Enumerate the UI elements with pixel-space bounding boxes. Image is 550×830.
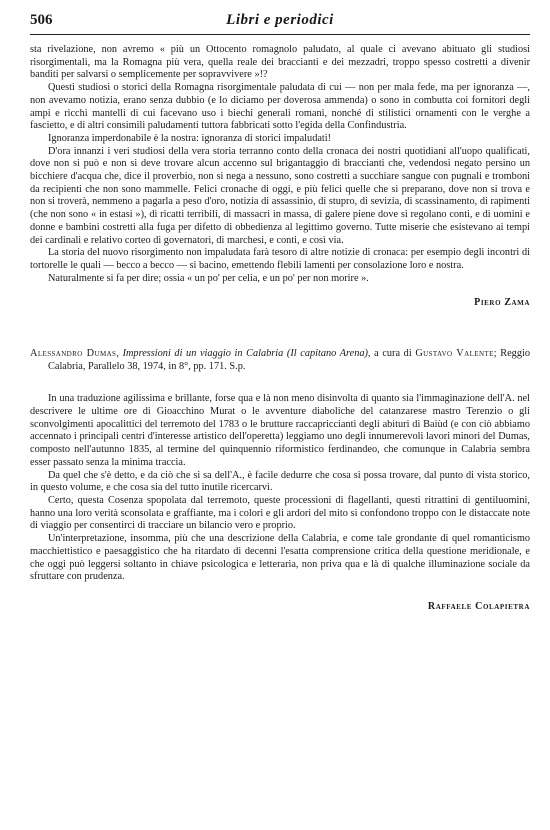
signature-colapietra: Raffaele Colapietra	[427, 600, 530, 612]
paragraph: Da quel che s'è detto, e da ciò che si sa dell'A., è facile dedurre che cosa si possa trovare, dal punto di vista storico, in questo volume, e che cosa sia del tutto inutile ricercarvi.	[30, 469, 530, 494]
paragraph: Ignoranza imperdonabile è la nostra: ignoranza di storici impaludati!	[48, 132, 332, 144]
paragraph: In una traduzione agilissima e brillante, forse qua e là non meno disinvolta di quanto sia l'immaginazione dell'A. nel descrivere le ultime ore di Gioacchino Murat o le avventure diaboliche del catanzarese mastro Terenzio o gli sconvolgimenti apocalittici del terremoto del 1783 o le brutture raccapriccianti degli abituri di Baiùd (e con ciò abbiamo accennato i principali centri d'interesse artistico dell'operetta) leggiamo uno degli innumerevoli lavori minori del Dumas, composto nell'autunno 1835, al termine del quinquennio riformistico ferdinandeo, che comunque in Calabria sembra esser passato senza la minima traccia.	[30, 393, 530, 468]
citation-curator: Gustavo Valente	[415, 348, 494, 360]
running-head	[30, 12, 530, 35]
paragraph: D'ora innanzi i veri studiosi della vera storia terranno conto della cronaca dei nostri quotidiani all'uopo qualificati, dove non si può e non si deve trovare alcun accenno sul brigantaggio di braccianti che, vedendosi negato persino un bicchiere d'acqua che, dice il proverbio, non si nega a nessuno, sono costretti a succhiare sangue con pugnali e tromboni da recipienti che non sono mammelle. Felici cronache di oggi, e più felici quelle che si preparano, dove non si trova e non si troverà, nemmeno a pagarla a peso d'oro, notizia di assassinio, di stupro, di sevizia, di scassinamento, di rapimenti (che non sono « in estasi »), di ricatti terribili, di massacri in massa, di galere piene dove si regolano conti, e di uomini e donne e bambini costretti alla fuga per difetto di obbedienza al legittimo governo. Tutte miserie che esistevano ai tempi dei cardinali e relativo corteo di governatori, di marchesi, e conti, e così via.	[30, 145, 530, 246]
paragraph: Un'interpretazione, insomma, più che una descrizione della Calabria, e come tale grondante di quel romanticismo macchiettistico e paesaggistico che ha ritardato di decenni l'esatta comprensione critica della questione meridionale, e che oggi può leggersi soltanto in chiave psicologica e letteraria, non priva qua e là di qualche illuminazione sociale da sfruttare con prudenza.	[30, 533, 530, 583]
page	[30, 12, 530, 612]
review-zama	[30, 44, 530, 308]
citation-title: Impressioni di un viaggio in Calabria (Il capitano Arena),	[122, 348, 371, 360]
citation-curatela: a cura di	[374, 348, 412, 360]
running-title: Libri e periodici	[226, 12, 334, 28]
citation-author: Alessandro Dumas	[30, 348, 117, 360]
page-number: 506	[30, 12, 53, 28]
paragraph: Questi studiosi o storici della Romagna risorgimentale paludata di cui — non per mala fede, ma per ignoranza —, non avevamo notizia, erano senza dubbio (e lo diciamo per doverosa ammenda) o sono in combutta coi fornitori degli ampi e ricchi mantelli di cui facevano uso i biechi generali romani, nonché di stilistici ornamenti con le verghe a fascietto, e di altri consimili paludamenti tuttora fabbricati sotto l'egida della Confindustria.	[30, 82, 530, 132]
review-citation: Alessandro Dumas, Impressioni di un viaggio in Calabria (Il capitano Arena), a cura di Gustavo Valente; Reggio Calabria, Parallelo 38, 1974, in 8°, pp. 171. S.p.	[30, 348, 530, 373]
paragraph: Certo, questa Cosenza spopolata dal terremoto, queste processioni di flagellanti, questi ritrattini di gentiluomini, hanno una loro verità sconsolata e graffiante, ma i colori e gli ardori del mito si confondono troppo con le distaccate note di viaggio per consentirci di tracciare un bilancio vero e proprio.	[30, 494, 530, 532]
paragraph: sta rivelazione, non avremo « più un Ottocento romagnolo paludato, al quale ci avevano abituato gli studiosi risorgimentali, ma la Romagna più vera, quella reale dei braccianti e dei mezzadri, troppo spesso costretti a divenir banditi per salvarsi o semplicemente per sopravvivere »!?	[30, 44, 530, 81]
signature-zama: Piero Zama	[474, 297, 530, 309]
paragraph: La storia del nuovo risorgimento non impaludata farà tesoro di altre notizie di cronaca: per esempio degli incontri di tortorelle le quali — becco a becco — si bacino, emettendo flebili lamenti per consolazione loro e nostra.	[30, 247, 530, 271]
citation-publication: ; Reggio Calabria, Parallelo 38, 1974, in 8°, pp. 171. S.p.	[48, 348, 530, 373]
review-colapietra	[30, 393, 530, 612]
paragraph: Naturalmente si fa per dire; ossia « un po' per celia, e un po' per non morire ».	[48, 272, 369, 284]
